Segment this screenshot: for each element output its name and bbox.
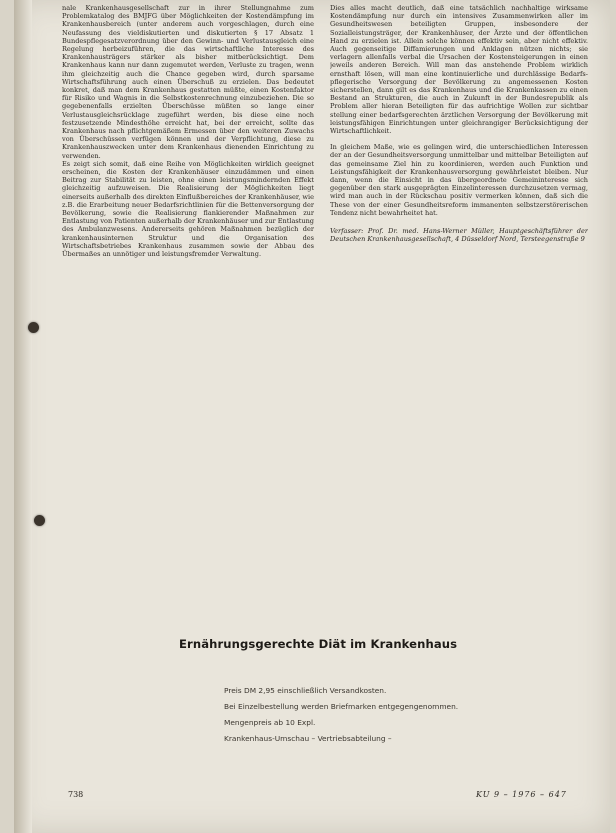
binding-edge	[14, 0, 32, 833]
punch-hole	[34, 515, 45, 526]
author-line: Verfasser: Prof. Dr. med. Hans-Werner Müller, Hauptgeschäftsführer der Deutschen Krankenhausgesellschaft, 4 Düsseldorf Nord, Tersteegenstraße 9	[330, 227, 588, 244]
ad-stamps-line: Bei Einzelbestellung werden Briefmarken entgegengenommen.	[224, 702, 459, 711]
article-paragraph: nale Krankenhausgesellschaft zur in ihrer Stellungnahme zum Problemkatalog des BMJFG über Möglichkeiten der Kostendämpfung im Krankenhausbereich (unter anderem auch vorgeschlagen, durch eine Neufassung des vieldiskutierten und diskutierten § 17 Absatz 1 Bundespflegesatzverordnung über den Gewinn- und Verlustausgleich eine Regelung herbeizuführen, die das wirtschaftliche Interesse des Krankenhausträgers stärker als bisher mitberücksichtigt. Dem Krankenhaus kann nur dann zugemutet werden, Verluste zu tragen, wenn ihm gleichzeitig auch die Chance gegeben wird, durch sparsame Wirtschaftsführung auch einen Überschuß zu erzielen. Das bedeutet konkret, daß man dem Krankenhaus gestatten müßte, einen Kostenfaktor für Risiko und Wagnis in die Selbstkostenrechnung einzubeziehen. Die so gegebenenfalls erzielten Überschüsse müßten so lange einer Verlustausgleichsrücklage zugeführt werden, bis diese eine noch festzusetzende Mindesthöhe erreicht hat, bei der erreicht, sollte das Krankenhaus nach pflichtgemäßem Ermessen über den weiteren Zuwachs von Überschüssen verfügen können und der Verpflichtung, diese zu Krankenhauszwecken unter dem Krankenhaus dienenden Einrichtung zu verwenden.	[62, 4, 314, 160]
ad-price-line: Preis DM 2,95 einschließlich Versandkosten.	[224, 686, 387, 695]
journal-reference: KU 9 – 1976 – 647	[476, 790, 567, 799]
advertisement	[179, 637, 479, 743]
article-paragraph: In gleichem Maße, wie es gelingen wird, die unterschiedlichen Interessen der an der Gesundheitsversorgung unmittelbar und mittelbar Beteiligten auf das gemeinsame Ziel hin zu koordinieren, werden auch Funktion und Leistungsfähigkeit der Krankenhausversorgung gewährleistet bleiben. Nur dann, wenn die Einsicht in das übergeordnete Gemeininteresse sich gegenüber den stark ausgeprägten Einzelinteressen durchzusetzen vermag, wird man auch in der Rückschau positiv vermerken können, daß sich die These von der einer Gesundheitsreform immanenten selbstzerstörerischen Tendenz nicht bewahrheitet hat.	[330, 143, 588, 217]
ad-contact-line: Krankenhaus-Umschau – Vertriebsabteilung –	[224, 734, 392, 743]
document-page	[14, 0, 610, 833]
article-paragraph: Es zeigt sich somit, daß eine Reihe von Möglichkeiten wirklich geeignet erscheinen, die Kosten der Krankenhäuser einzudämmen und einen Beitrag zur Stabilität zu leisten, ohne einen leistungsmindernden Effekt gleichzeitig aufzuweisen. Die Realisierung der Möglichkeiten liegt einerseits außerhalb des direkten Einflußbereiches der Krankenhäuser, wie z.B. die Erarbeitung neuer Bedarfsrichtlinien für die Bettenversorgung der Bevölkerung, sowie die Realisierung flankierender Maßnahmen zur Entlastung von Patienten außerhalb der Krankenhäuser und zur Entlastung des Ambulanzwesens. Andererseits gehören Maßnahmen bezüglich der krankenhausinternen Struktur und die Organisation des Wirtschaftsbetriebes Krankenhaus zusammen sowie der Abbau des Übermaßes an unnötiger und leistungsfremder Verwaltung.	[62, 159, 314, 259]
ad-title: Ernährungsgerechte Diät im Krankenhaus	[179, 637, 458, 651]
page-number: 738	[68, 790, 84, 799]
article-right-column	[330, 4, 588, 384]
article-paragraph: Dies alles macht deutlich, daß eine tatsächlich nachhaltige wirksame Kostendämpfung nur durch ein intensives Zusammenwirken aller im Gesundheitswesen beteiligten Gruppen, insbesondere der Sozialleistungsträger, der Krankenhäuser, der Ärzte und der öffentlichen Hand zu erzielen ist. Allein solche können effektiv sein, aber nicht effektiv. Auch gegenseitige Diffamierungen und Anklagen nützen nichts; sie verlagern allenfalls verbal die Ursachen der Kostensteigerungen in einen jeweils anderen Bereich. Will man das anstehende Problem wirklich ernsthaft lösen, will man eine kontinuierliche und durchlässige Bedarfs-pflegerische Versorgung der Bevölkerung zu angemessenen Kosten sicherstellen, dann gilt es das Krankenhaus und die Krankenkassen zu einen Bestand an Strukturen, die auch in Zukunft in der Bundesrepublik als Problem aller hieran Beteiligten für das aufrichtige Wollen zur sichtbar stellung einer bedarfsgerechten ärztlichen Versorgung der Bevölkerung mit leistungsfähigen Einrichtungen unter gleichrangiger Berücksichtigung der Wirtschaftlichkeit.	[330, 4, 588, 136]
article-left-column	[62, 4, 314, 464]
ad-text	[224, 683, 504, 747]
ad-quantity-line: Mengenpreis ab 10 Expl.	[224, 718, 316, 727]
punch-hole	[28, 322, 39, 333]
